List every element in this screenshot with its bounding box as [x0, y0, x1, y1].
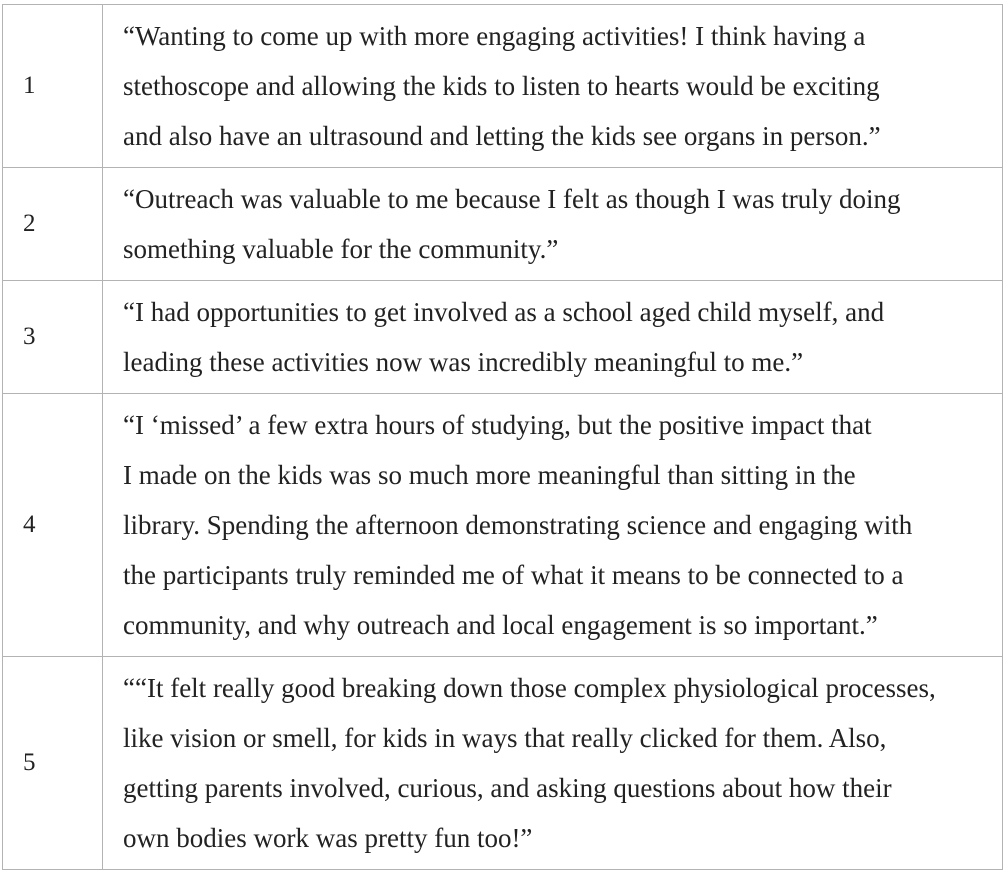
quote-cell: [103, 394, 1003, 657]
quote-line: the participants truly reminded me of what it means to be connected to a: [123, 560, 904, 590]
table-row: [3, 657, 1003, 870]
quote-cell: [103, 657, 1003, 870]
quote-line: stethoscope and allowing the kids to listen to hearts would be exciting: [123, 71, 880, 101]
quote-cell: [103, 5, 1003, 168]
quote-line: and also have an ultrasound and letting the kids see organs in person.”: [123, 121, 881, 151]
quote-line: community, and why outreach and local engagement is so important.”: [123, 610, 878, 640]
quote-line: library. Spending the afternoon demonstrating science and engaging with: [123, 510, 913, 540]
quote-line: I made on the kids was so much more meaningful than sitting in the: [123, 460, 856, 490]
quote-line: ““It felt really good breaking down those complex physiological processes,: [123, 673, 936, 703]
quote-line: “I had opportunities to get involved as a school aged child myself, and: [123, 297, 885, 327]
quote-line: leading these activities now was incredibly meaningful to me.”: [123, 347, 804, 377]
row-number: 3: [3, 281, 103, 394]
table-row: [3, 394, 1003, 657]
quote-cell: [103, 168, 1003, 281]
quote-line: own bodies work was pretty fun too!”: [123, 823, 533, 853]
table-row: [3, 168, 1003, 281]
row-number: 4: [3, 394, 103, 657]
quote-line: getting parents involved, curious, and asking questions about how their: [123, 773, 892, 803]
quote-line: “I ‘missed’ a few extra hours of studying, but the positive impact that: [123, 410, 872, 440]
quote-line: like vision or smell, for kids in ways that really clicked for them. Also,: [123, 723, 887, 753]
row-number: 5: [3, 657, 103, 870]
quote-line: “Outreach was valuable to me because I felt as though I was truly doing: [123, 184, 901, 214]
quote-line: something valuable for the community.”: [123, 234, 559, 264]
table-row: [3, 281, 1003, 394]
table-row: [3, 5, 1003, 168]
row-number: 1: [3, 5, 103, 168]
row-number: 2: [3, 168, 103, 281]
quote-line: “Wanting to come up with more engaging activities! I think having a: [123, 21, 866, 51]
quotes-table: [2, 4, 1003, 870]
quote-cell: [103, 281, 1003, 394]
quotes-table-body: [3, 5, 1003, 870]
